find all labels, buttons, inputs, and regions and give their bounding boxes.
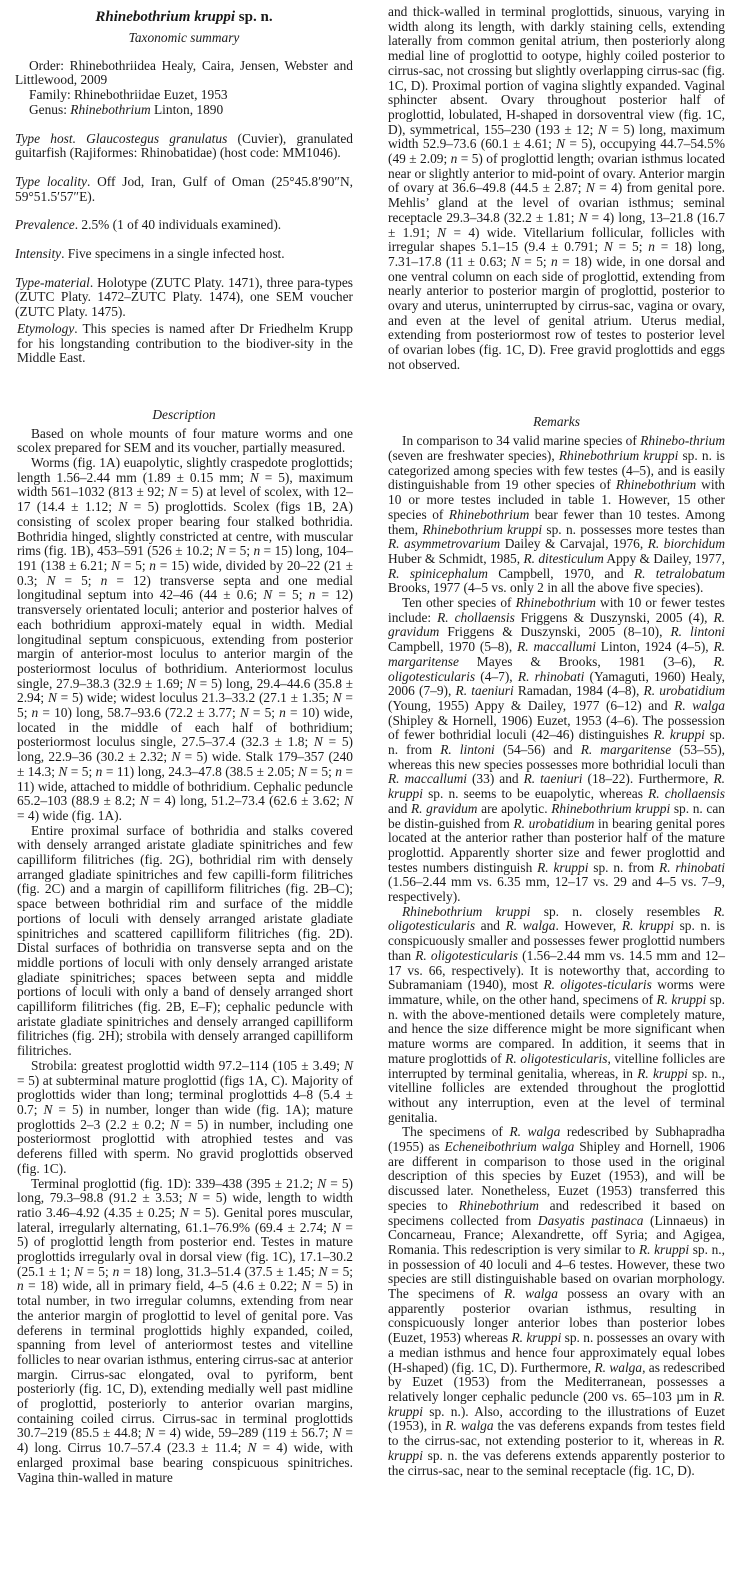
taxonomic-summary-heading: Taxonomic summary xyxy=(128,30,240,45)
type-locality: Type locality. Off Jod, Iran, Gulf of Oman (25°45.8′90″N, 59°51.5′57″E). xyxy=(15,173,353,204)
right-column xyxy=(388,0,725,1478)
taxonomy-order: Order: Rhinebothriidea Healy, Caira, Jensen, Webster and Littlewood, 2009 xyxy=(15,57,353,88)
taxonomy-block xyxy=(15,59,353,118)
type-material: Type-material. Holotype (ZUTC Platy. 1471), three para-types (ZUTC Platy. 1472–ZUTC Platy. 1474), one SEM voucher (ZUTC Platy. 1475). xyxy=(15,274,353,320)
description-continued: and thick-walled in terminal proglottids, sinuous, varying in width along its length, with darkly staining cells, extending laterally from common genital atrium, then posteriorly along medial line of proglottid to ootype, highly coiled posterior to cirrus-sac, not crossing but slightly overlapping cirrus-sac (fig. 1C, D). Proximal portion of vagina slightly expanded. Vaginal sphincter absent. Ovary throughout posterior half of proglottid, lobulated, H-shaped in dorsoventral view (fig. 1C, D), symmetrical, 155–230 (193 ± 12; N = 5) long, maximum width 52.9–73.6 (60.1 ± 4.61; N = 5), occupying 44.7–54.5% (49 ± 2.09; n = 5) of proglottid length; ovarian isthmus located near or slightly anterior to mid-point of ovary. Anterior margin of ovary at 36.6–49.8 (44.5 ± 2.87; N = 4) from genital pore. Mehlis’ gland at the level of ovarian isthmus; seminal receptacle 29.3–34.8 (32.2 ± 1.81; N = 4) long, 13–21.8 (16.7 ± 1.91; N = 4) wide. Vitellarium follicular, follicles with irregular shapes 5.1–15 (9.4 ± 0.791; N = 5; n = 18) long, 7.31–17.8 (11 ± 0.63; N = 5; n = 18) wide, in one dorsal and one ventral column on each side of proglottid, extending from nearly anterior to posterior margin of proglottid, posterior to ovary and uterus, uninterrupted by cirrus-sac, vagina or ovary, and even at the level of genital atrium. Uterus medial, extending from posteriormost row of testes to posterior level of ovarian lobes (fig. 1C, D). Free gravid proglottids and eggs not observed. xyxy=(388,4,726,372)
remarks-heading: Remarks xyxy=(533,413,580,429)
remarks-paragraph: In comparison to 34 valid marine species of Rhinebo-thrium (seven are freshwater species), Rhinebothrium kruppi sp. n. is categorized among species with few testes (4–5), and is easily distinguishable from 19 other species of Rhinebothrium with 10 or more testes included in table 1. However, 15 other species of Rhinebothrium bear fewer than 10 testes. Among them, Rhinebothrium kruppi sp. n. possesses more testes than R. asymmetrovarium Dailey & Carvajal, 1976, R. biorchidum Huber & Schmidt, 1985, R. ditesticulum Appy & Dailey, 1977, R. spinicephalum Campbell, 1970, and R. tetralobatum Brooks, 1977 (4–5 vs. only 2 in all the above five species). xyxy=(388,433,725,596)
taxonomy-genus: Genus: Rhinebothrium Linton, 1890 xyxy=(29,101,224,117)
remarks-paragraph: Rhinebothrium kruppi sp. n. closely resembles R. oligotesticularis and R. walga. However, R. kruppi sp. n. is conspicuously smaller and possesses fewer proglottid numbers than R. oligotesticularis (1.56–2.44 mm vs. 14.5 mm and 12–17 vs. 66, respectively). It is noteworthy that, according to Subramaniam (1940), most R. oligotes-ticularis worms were immature, while, on the other hand, specimens of R. kruppi sp. n. with the above-mentioned details were completely mature, and hence the size difference might be more significant when mature worms are compared. In addition, it seems that in mature proglottids of R. oligotesticularis, vitelline follicles are interrupted by terminal genitalia, whereas, in R. kruppi sp. n., vitelline follicles are extended throughout the proglottid without any interruption, even at the level of terminal genitalia. xyxy=(388,903,726,1125)
title-species: Rhinebothrium kruppi xyxy=(95,9,236,25)
description-body xyxy=(15,427,353,1486)
article-title xyxy=(15,8,353,26)
description-paragraph: Terminal proglottid (fig. 1D): 339–438 (395 ± 21.2; N = 5) long, 79.3–98.8 (91.2 ± 3.53; N = 5) wide, length to width ratio 3.46–4.92 (4.35 ± 0.25; N = 5). Genital pores muscular, lateral, irregularly alternating, 61.1–76.9% (69.4 ± 2.74; N = 5) of proglottid length from posterior end. Testes in mature proglottids irregularly oval in dorsal view (fig. 1C), 17.1–30.2 (25.1 ± 1; N = 5; n = 18) long, 31.3–51.4 (37.5 ± 1.45; N = 5; n = 18) wide, all in primary field, 4–5 (4.6 ± 0.22; N = 5) in total number, in two irregular columns, extending from near the anterior margin of proglottid to level of genital pore. Vas deferens in terminal proglottids highly expanded, coiled, spanning from level of anteriormost testes and vitelline follicles to near ovarian isthmus, entering cirrus-sac at anterior margin. Cirrus-sac elongated, oval to pyriform, bent posteriorly (fig. 1C, D), extending medially well past midline of proglottid, posteriorly to anterior ovarian margins, containing coiled cirrus. Cirrus-sac in terminal proglottids 30.7–219 (85.5 ± 44.8; N = 4) wide, 59–289 (119 ± 56.7; N = 4) long. Cirrus 10.7–57.4 (23.3 ± 11.4; N = 4) wide, with enlarged proximal base bearing conspicuous spinitriches. Vagina thin-walled in mature xyxy=(17,1175,354,1485)
description-paragraph: Strobila: greatest proglottid width 97.2–114 (105 ± 3.49; N = 5) at subterminal mature proglottid (figs 1A, C). Majority of proglottids wider than long; terminal proglottids 4–8 (5.4 ± 0.7; N = 5) in number, longer than wide (fig. 1A); mature proglottids 2–3 (2.2 ± 0.2; N = 5) in number, including one posteriormost proglottid with atrophied testes and vas deferens filled with sperm. No gravid proglottids observed (fig. 1C). xyxy=(17,1057,354,1176)
title-suffix: sp. n. xyxy=(235,9,273,25)
type-host: Type host. Glaucostegus granulatus (Cuvier), granulated guitarfish (Rajiformes: Rhinobatidae) (host code: MM1046). xyxy=(15,130,354,161)
remarks-paragraph: Ten other species of Rhinebothrium with 10 or fewer testes include: R. chollaensis Friggens & Duszynski, 2005 (4), R. gravidum Friggens & Duszynski, 2005 (8–10), R. lintoni Campbell, 1970 (5–8), R. maccallumi Linton, 1924 (4–5), R. margaritense Mayes & Brooks, 1981 (3–6), R. oligotesticularis (4–7), R. rhinobati (Yamaguti, 1960) Healy, 2006 (7–9), R. taeniuri Ramadan, 1984 (4–8), R. urobatidium (Young, 1955) Appy & Dailey, 1977 (6–12) and R. walga (Shipley & Hornell, 1906) Euzet, 1953 (4–6). The possession of fewer bothridial loculi (42–46) distinguishes R. kruppi sp. n. from R. lintoni (54–56) and R. margaritense (53–55), whereas this new species possesses more bothridial loculi than R. maccallumi (33) and R. taeniuri (18–22). Furthermore, R. kruppi sp. n. seems to be euapolytic, whereas R. chollaensis and R. gravidum are apolytic. Rhinebothrium kruppi sp. n. can be distin-guished from R. urobatidium in bearing genital pores located at the anterior rather than posterior half of the mature proglottid. Apparently shorter size and fewer proglottid and testes numbers distinguish R. kruppi sp. n. from R. rhinobati (1.56–2.44 mm vs. 6.35 mm, 12–17 vs. 29 and 4–5 vs. 7–9, respectively). xyxy=(388,595,726,905)
prevalence: Prevalence. 2.5% (1 of 40 individuals examined). xyxy=(15,217,282,233)
etymology: Etymology. This species is named after Dr Friedhelm Krupp for his longstanding contribution to the biodiver-sity in the Middle East. xyxy=(17,320,353,366)
intensity: Intensity. Five specimens in a single infected host. xyxy=(15,246,285,262)
description-paragraph: Based on whole mounts of four mature worms and one scolex prepared for SEM and its voucher, partially measured. xyxy=(17,425,353,456)
description-heading: Description xyxy=(152,406,216,422)
description-paragraph: Worms (fig. 1A) euapolytic, slightly craspedote proglottids; length 1.56–2.44 mm (1.89 ± 0.15 mm; N = 5), maximum width 561–1032 (813 ± 92; N = 5) at level of scolex, with 12–17 (14.4 ± 1.12; N = 5) proglottids. Scolex (figs 1B, 2A) consisting of scolex proper bearing four stalked bothridia. Bothridia hinged, slightly constricted at centre, with muscular rims (fig. 1B), 453–591 (526 ± 10.2; N = 5; n = 15) long, 104–191 (138 ± 6.21; N = 5; n = 15) wide, divided by 20–22 (21 ± 0.3; N = 5; n = 12) transverse septa and one medial longitudinal septum into 42–46 (44 ± 0.6; N = 5; n = 12) transversely orientated loculi; anterior and posterior halves of each bothridium approxi-mately equal in width. Medial longitudinal septum conspicuous, extending from posterior margin of anterior-most loculus to anterior margin of the posteriormost loculus of bothridium. Anteriormost loculus single, 27.9–38.3 (32.9 ± 1.69; N = 5) long, 29.4–44.6 (35.8 ± 2.94; N = 5) wide; widest loculus 21.3–33.2 (27.1 ± 1.35; N = 5; n = 10) long, 58.7–93.6 (72.2 ± 3.77; N = 5; n = 10) wide, located in the middle of each half of bothridium; posteriormost loculus single, 27.5–37.4 (32.3 ± 1.8; N = 5) long, 22.9–36 (30.2 ± 2.32; N = 5) wide. Stalk 179–357 (240 ± 14.3; N = 5; n = 11) long, 24.3–47.8 (38.5 ± 2.05; N = 5; n = 11) wide, attached to middle of bothridium. Cephalic peduncle 65.2–103 (88.9 ± 8.2; N = 4) long, 51.2–73.4 (62.6 ± 3.62; N = 4) wide (fig. 1A). xyxy=(17,455,354,823)
remarks-paragraph: The specimens of R. walga redescribed by Subhapradha (1955) as Echeneibothrium walga Shipley and Hornell, 1906 are different in comparison to those used in the original description of this species by Euzet (1953), and will be discussed later. Nonetheless, Euzet (1953) transferred this species to Rhinebothrium and redescribed it based on specimens collected from Dasyatis pastinaca (Linnaeus) in Concarneau, France; Alexandrette, off Syria; and Agigea, Romania. This redescription is very similar to R. kruppi sp. n., in possession of 40 loculi and 4–6 testes. However, these two species are still distinguishable based on ovarian morphology. The specimens of R. walga possess an ovary with an apparently posterior ovarian isthmus, resulting in conspicuously longer anterior lobes than posterior lobes (Euzet, 1953) whereas R. kruppi sp. n. possesses an ovary with a median isthmus and hence four approximately equal lobes (H-shaped) (fig. 1C, D). Furthermore, R. walga, as redescribed by Euzet (1953) from the Mediterranean, possesses a relatively longer cephalic peduncle (200 vs. 65–103 µm in R. kruppi sp. n.). Also, according to the illustrations of Euzet (1953), in R. walga the vas deferens expands from testes field to the cirrus-sac, not extending posterior to it, whereas in R. kruppi sp. n. the vas deferens extends apparently posterior to the cirrus-sac, near to the seminal receptacle (fig. 1C, D). xyxy=(388,1124,725,1478)
description-paragraph: Entire proximal surface of bothridia and stalks covered with densely arranged aristate gladiate spinitriches and few capilliform filitriches (fig. 2G), bothridial rim with densely arranged gladiate spinitriches and few capilli-form filitriches (fig. 2C) and a margin of capilliform filitriches (fig. 2B–C); space between bothridial rim and surface of the middle portions of loculi with densely arranged aristate gladiate spinitriches and scattered capilliform filitriches (fig. 2D). Distal surfaces of bothridia on transverse septa and on the middle portions of loculi with only densely arranged aristate gladiate spinitriches; spaces between septa and middle portions of loculi with only a band of densely arranged short capilliform filitriches (fig. 2B, E–F); cephalic peduncle with aristate gladiate spinitriches and densely arranged capilliform filitriches (fig. 2H); strobila with densely arranged capilliform filitriches. xyxy=(17,822,353,1059)
taxonomy-family: Family: Rhinebothriidae Euzet, 1953 xyxy=(29,87,228,103)
left-column xyxy=(15,0,353,1485)
remarks-body xyxy=(388,434,725,1478)
